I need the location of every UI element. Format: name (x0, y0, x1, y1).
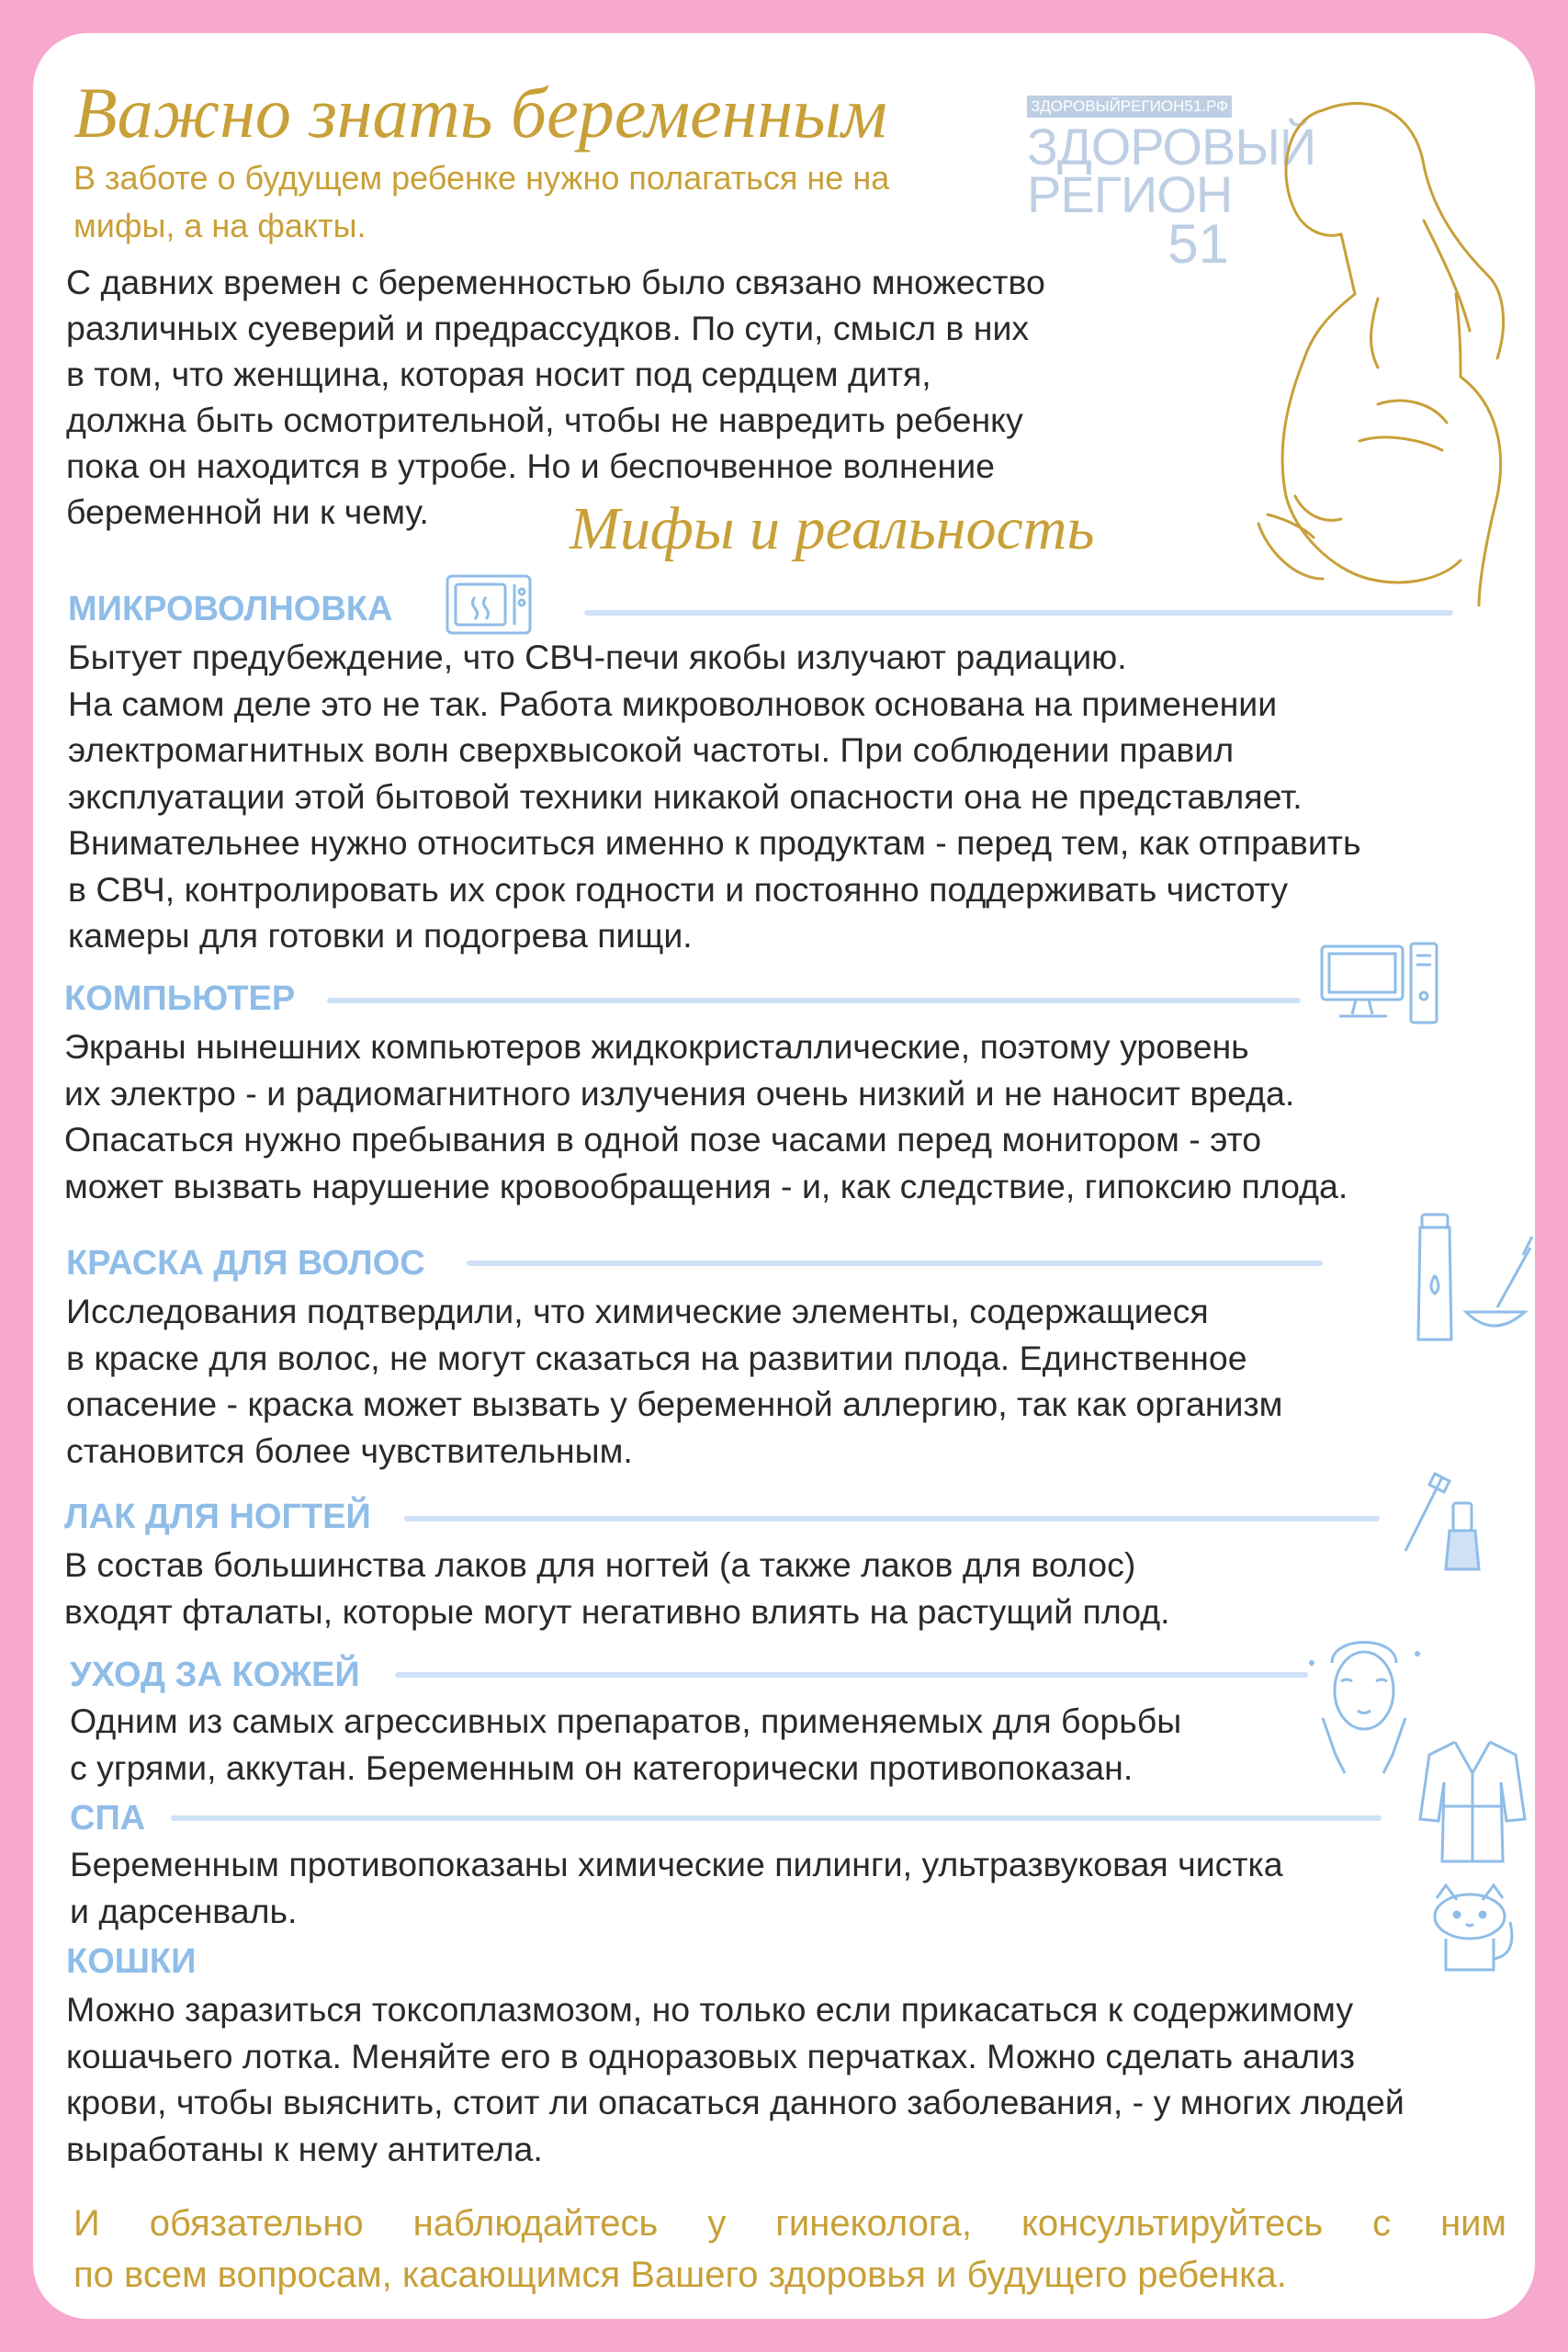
text-line: кошачьего лотка. Меняйте его в одноразовых перчатках. Можно сделать анализ (66, 2036, 1356, 2075)
text-line: На самом деле это не так. Работа микроволновок основана на применении (68, 684, 1278, 723)
section-divider (395, 1672, 1308, 1678)
intro-line: в том, что женщина, которая носит под сердцем дитя, (66, 355, 931, 393)
intro-line: пока он находится в утробе. Но и беспочвенное волнение (66, 447, 996, 485)
text-line: Беременным противопоказаны химические пилинги, ультразвуковая чистка (70, 1845, 1283, 1883)
intro-text (66, 259, 1205, 535)
text-line: камеры для готовки и подогрева пищи. (68, 916, 693, 955)
text-line: с угрями, аккутан. Беременным он категорически противопоказан. (70, 1747, 1134, 1787)
text-line: выработаны к нему антитела. (66, 2129, 543, 2168)
section-divider (584, 610, 1453, 616)
text-line: в краске для волос, не могут сказаться на развитии плода. Единственное (66, 1338, 1247, 1377)
text-line: может вызвать нарушение кровообращения - и, как следствие, гипоксию плода. (64, 1166, 1348, 1205)
text-line: Экраны нынешних компьютеров жидкокристаллические, поэтому уровень (64, 1027, 1249, 1066)
footer-line-2: по всем вопросам, касающимся Вашего здоровья и будущего ребенка. (73, 2255, 1287, 2295)
computer-icon (1319, 941, 1440, 1027)
myths-title: Мифы и реальность (570, 495, 1095, 562)
section-text-computer (64, 1023, 1534, 1209)
section-divider (467, 1261, 1323, 1266)
section-text-skin-care (70, 1698, 1540, 1791)
text-line: электромагнитных волн сверхвысокой частоты. При соблюдении правил (68, 730, 1235, 769)
section-text-microwave (68, 634, 1538, 959)
section-heading-hair-dye: КРАСКА ДЛЯ ВОЛОС (66, 1244, 425, 1283)
section-text-hair-dye (66, 1288, 1536, 1474)
text-line: Бытует предубеждение, что СВЧ-печи якобы излучают радиацию. (68, 638, 1127, 676)
section-heading-skin-care: УХОД ЗА КОЖЕЙ (70, 1656, 360, 1694)
text-line: и дарсенваль. (70, 1891, 298, 1930)
text-line: В состав большинства лаков для ногтей (а также лаков для волос) (64, 1545, 1136, 1584)
text-line: их электро - и радиомагнитного излучения очень низкий и не наносит вреда. (64, 1073, 1295, 1113)
footer-line-1: И обязательно наблюдайтесь у гинеколога, консультируйтесь с ним (73, 2203, 1506, 2244)
pregnant-woman-illustration (1185, 55, 1534, 611)
text-line: входят фталаты, которые могут негативно влиять на растущий плод. (64, 1591, 1170, 1631)
cat-icon (1427, 1882, 1519, 1973)
section-divider (171, 1815, 1382, 1821)
logo-line-2: РЕГИОН (1027, 165, 1233, 223)
section-text-nail-polish (64, 1542, 1534, 1634)
section-heading-computer: КОМПЬЮТЕР (64, 979, 296, 1018)
section-heading-spa: СПА (70, 1799, 146, 1838)
text-line: Внимательнее нужно относиться именно к продуктам - перед тем, как отправить (68, 823, 1361, 862)
page-title: Важно знать беременным (73, 73, 887, 153)
text-line: Одним из самых агрессивных препаратов, применяемых для борьбы (70, 1702, 1182, 1740)
text-line: опасение - краска может вызвать у беременной аллергию, так как организм (66, 1385, 1283, 1423)
section-heading-microwave: МИКРОВОЛНОВКА (68, 590, 393, 628)
section-text-spa (70, 1841, 1540, 1934)
intro-line: беременной ни к чему. (66, 492, 429, 531)
section-divider (327, 998, 1301, 1003)
text-line: Можно заразиться токсоплазмозом, но только если прикасаться к содержимому (66, 1990, 1354, 2029)
intro-line: С давних времен с беременностью было связано множество (66, 263, 1045, 301)
text-line: Исследования подтвердили, что химические элементы, содержащиеся (66, 1292, 1209, 1330)
section-text-cats (66, 1986, 1568, 2172)
section-divider (404, 1516, 1380, 1521)
text-line: крови, чтобы выяснить, стоит ли опасаться данного заболевания, - у многих людей (66, 2083, 1404, 2121)
text-line: эксплуатации этой бытовой техники никакой опасности она не представляет. (68, 776, 1303, 816)
intro-line: должна быть осмотрительной, чтобы не навредить ребенку (66, 401, 1023, 439)
logo-line-1: ЗДОРОВЫЙ (1027, 118, 1316, 175)
text-line: становится более чувствительным. (66, 1430, 633, 1470)
intro-line: различных суеверий и предрассудков. По сути, смысл в них (66, 309, 1030, 347)
page-subtitle: В заботе о будущем ребенке нужно полагаться не на мифы, а на факты. (73, 159, 890, 244)
section-heading-nail-polish: ЛАК ДЛЯ НОГТЕЙ (64, 1498, 371, 1536)
text-line: в СВЧ, контролировать их срок годности и постоянно поддерживать чистоту (68, 869, 1289, 909)
microwave-icon (445, 573, 533, 636)
logo-url: ЗДОРОВЫЙРЕГИОН51.РФ (1027, 96, 1232, 118)
section-heading-cats: КОШКИ (66, 1942, 197, 1981)
text-line: Опасаться нужно пребывания в одной позе часами перед монитором - это (64, 1120, 1262, 1159)
logo-line-3: 51 (1168, 213, 1229, 275)
